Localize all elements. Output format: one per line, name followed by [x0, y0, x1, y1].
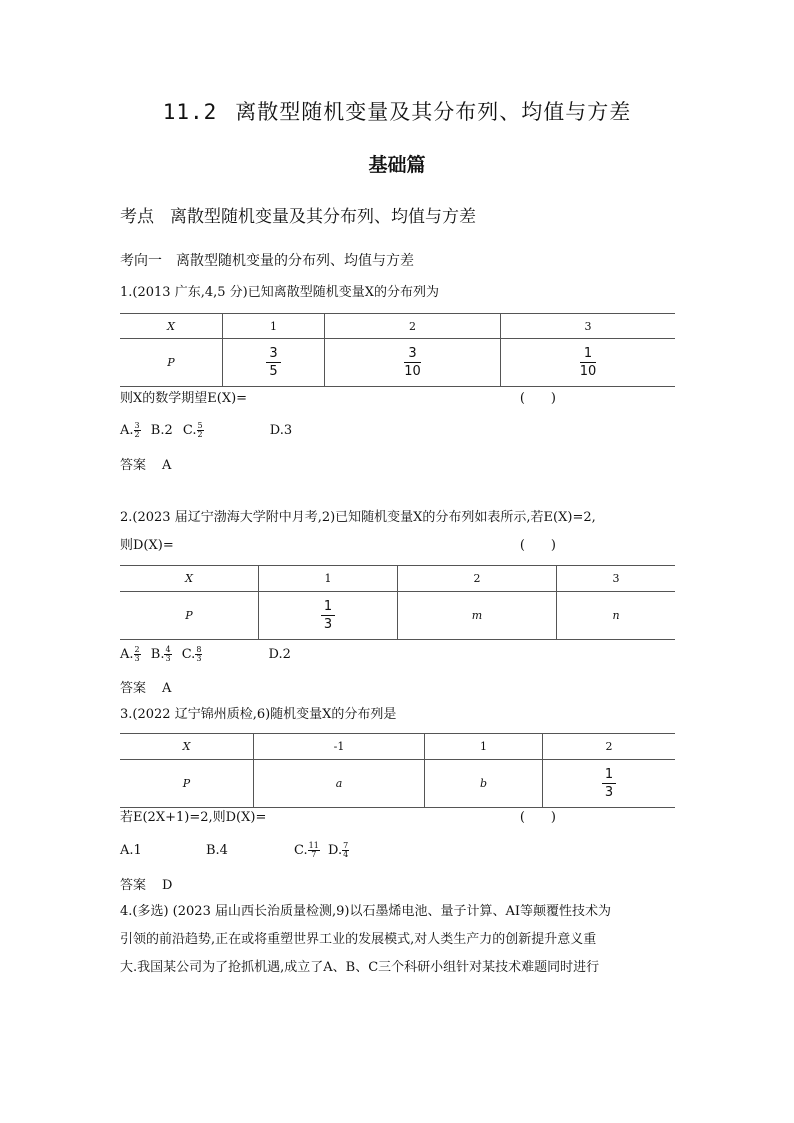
q2-table-cell: 1 [259, 566, 398, 592]
fraction: $\frac{3}{10}$ [404, 346, 421, 379]
q3-table-cell: P [120, 760, 254, 808]
fraction: $\frac{1}{3}$ [602, 766, 616, 801]
q1-distribution-table [120, 313, 675, 387]
fraction: $\frac{3}{5}$ [266, 345, 280, 380]
exam-point-label: 考点 [120, 207, 154, 227]
q3-option-a: A.1 [120, 843, 142, 858]
q3-table-cell [543, 760, 676, 808]
q1-option-b: B.2 [150, 423, 173, 438]
q2-table-cell: X [120, 566, 259, 592]
exam-point-heading [120, 202, 476, 227]
q2-answer: 答案 A [120, 681, 172, 696]
q2-table-cell [259, 592, 398, 640]
q3-table-cell: X [120, 734, 254, 760]
q1-answer-paren: ( ) [519, 391, 556, 406]
q1-table-cell [223, 339, 325, 387]
q1-table-cell [501, 339, 676, 387]
q2-answer-paren: ( ) [519, 538, 556, 553]
q1-option-c: C. $\frac{5}{2}$ [182, 421, 203, 439]
q3-answer-paren: ( ) [519, 810, 556, 825]
q3-table-cell: a [254, 760, 425, 808]
q3-options [120, 842, 349, 859]
q1-table-cell: 3 [501, 314, 676, 339]
q4-line: 大.我国某公司为了抢抓机遇,成立了A、B、C三个科研小组针对某技术难题同时进行 [120, 960, 600, 975]
q3-stem: 3.(2022 辽宁锦州质检,6)随机变量X的分布列是 [120, 707, 397, 722]
q2-stem: 2.(2023 届辽宁渤海大学附中月考,2)已知随机变量X的分布列如表所示,若E(X)=2, [120, 510, 596, 525]
fraction: $\frac{1}{10}$ [579, 346, 597, 379]
q2-option-b: B. $\frac{4}{3}$ [150, 645, 171, 663]
page-subtitle: 基础篇 [368, 154, 426, 176]
q1-table-cell: X [120, 314, 223, 339]
q3-table-cell: b [425, 760, 543, 808]
direction-title: 离散型随机变量的分布列、均值与方差 [176, 253, 414, 269]
fraction: $\frac{1}{3}$ [321, 598, 335, 633]
q2-distribution-table [120, 565, 675, 640]
q2-table-cell: m [398, 592, 557, 640]
q1-table-cell [325, 339, 501, 387]
q3-distribution-table [120, 733, 675, 808]
q1-option-d: D.3 [269, 423, 293, 438]
q3-table-cell: 2 [543, 734, 676, 760]
q1-table-cell: 1 [223, 314, 325, 339]
q3-question: 若E(2X+1)=2,则D(X)= ( ) [120, 808, 676, 828]
q1-question: 则X的数学期望E(X)= ( ) [120, 389, 676, 409]
direction-heading [120, 250, 414, 270]
q2-options [120, 646, 291, 663]
q4-line: 引领的前沿趋势,正在或将重塑世界工业的发展模式,对人类生产力的创新提升意义重 [120, 932, 597, 947]
q2-table-cell: 3 [557, 566, 676, 592]
q1-stem: 1.(2013 广东,4,5 分)已知离散型随机变量X的分布列为 [120, 285, 439, 300]
q3-answer: 答案 D [120, 878, 173, 893]
q1-table-cell: P [120, 339, 223, 387]
q1-options [120, 422, 292, 439]
q3-table-cell: -1 [254, 734, 425, 760]
q1-table-cell: 2 [325, 314, 501, 339]
q2-option-a: A. $\frac{2}{3}$ [120, 645, 140, 663]
q3-option-b: B.4 [205, 843, 228, 858]
q2-option-d: D.2 [268, 647, 291, 662]
q2-question: 则D(X)= ( ) [120, 536, 676, 556]
q3-option-d: D. $\frac{7}{4}$ [328, 841, 349, 859]
direction-label: 考向一 [120, 253, 162, 269]
q2-option-c: C. $\frac{8}{3}$ [181, 645, 202, 663]
q2-table-cell: 2 [398, 566, 557, 592]
q3-table-cell: 1 [425, 734, 543, 760]
q4-paragraph [120, 898, 676, 982]
section-title: 离散型随机变量及其分布列、均值与方差 [235, 100, 632, 124]
q3-option-c: C. $\frac{11}{7}$ [294, 841, 319, 859]
page-title [0, 96, 794, 126]
q2-table-cell: n [557, 592, 676, 640]
exam-point-title: 离散型随机变量及其分布列、均值与方差 [170, 207, 476, 227]
q1-option-a: A. $\frac{3}{2}$ [120, 421, 140, 439]
section-number: 11.2 [162, 100, 218, 124]
q1-answer: 答案 A [120, 458, 172, 473]
q2-table-cell: P [120, 592, 259, 640]
q4-line: 4.(多选) (2023 届山西长治质量检测,9)以石墨烯电池、量子计算、AI等颠覆性技术为 [120, 904, 611, 919]
